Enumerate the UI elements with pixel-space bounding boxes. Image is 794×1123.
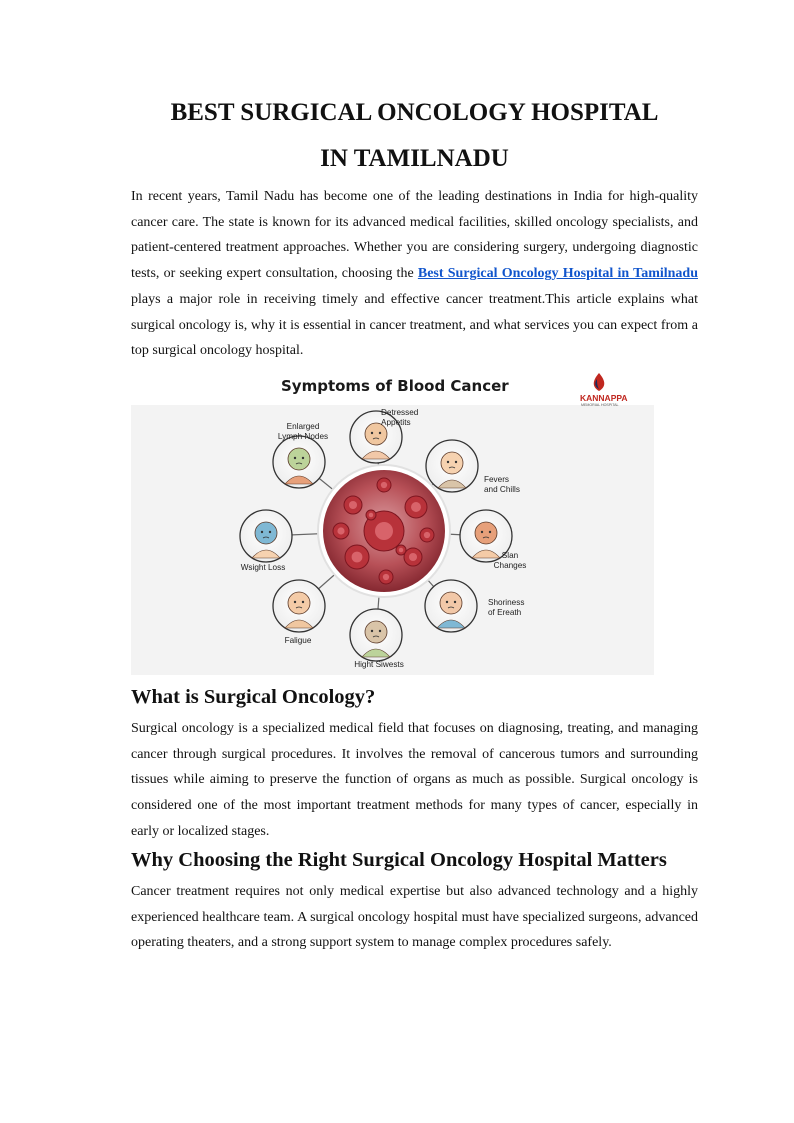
symptom-label: Enlarged (286, 422, 320, 431)
hospital-link[interactable]: Best Surgical Oncology Hospital in Tamilnadu (417, 266, 698, 282)
section-heading-what: What is Surgical Oncology? (131, 686, 376, 708)
blood-cell-center-image (318, 465, 450, 597)
logo-subtitle: MEMORIAL HOSPITAL (581, 403, 619, 407)
symptom-label-line-2: and Chills (484, 485, 520, 494)
blood-cancer-symptoms-infographic (131, 365, 654, 675)
symptom-label: Hight Siwests (354, 660, 404, 669)
symptom-node (273, 422, 328, 488)
symptom-node (240, 510, 292, 572)
document-title-line-2: IN TAMILNADU (320, 145, 509, 172)
section-heading-why: Why Choosing the Right Surgical Oncology Hospital Matters (131, 849, 667, 871)
intro-paragraph (131, 184, 698, 364)
symptom-label-line-2: Changes (493, 561, 527, 570)
infographic-canvas (131, 365, 654, 675)
document-title-line-1: BEST SURGICAL ONCOLOGY HOSPITAL (170, 99, 659, 126)
symptom-label-line-2: Appetits (381, 418, 411, 427)
symptom-label: Wsight Loss (240, 563, 286, 572)
symptom-label-line-2: of Ereath (488, 608, 522, 617)
logo-name: KANNAPPA (580, 393, 628, 403)
intro-text-before: In recent years, Tamil Nadu has become one of the leading destinations in India for high-quality cancer care. The state is known for its advanced medical facilities, skilled oncology specialists, and patient-centered treatment approaches. Whether you are considering surgery, undergoing diagnostic tests, or seeking expert consultation, choosing the (131, 189, 698, 282)
symptom-label: Shoriness (488, 598, 525, 607)
section-paragraph-what: Surgical oncology is a specialized medical field that focuses on diagnosing, treating, and managing cancer through surgical procedures. It involves the removal of cancerous tumors and surrounding tissues while aiming to preserve the function of organs as much as possible. Surgical oncology is considered one of the most important treatment methods for many types of cancer, especially in early or localized stages. (131, 721, 698, 839)
symptom-label: Fevers (484, 475, 510, 484)
symptom-label-line-2: Lymph Nodes (277, 432, 329, 441)
symptom-label: Faligue (284, 636, 312, 645)
symptom-node (350, 609, 404, 669)
intro-text-after: plays a major role in receiving timely and effective cancer treatment.This article explains what surgical oncology is, why it is essential in cancer treatment, and what services you can expect from a top surgical oncology hospital. (131, 291, 698, 359)
infographic-title: Symptoms of Blood Cancer (281, 377, 509, 395)
symptom-label: Slan (501, 551, 519, 560)
symptom-label: Detressed (381, 408, 419, 417)
section-paragraph-why: Cancer treatment requires not only medical expertise but also advanced technology and a highly experienced healthcare team. A surgical oncology hospital must have specialized surgeons, advanced operating theaters, and a strong support system to manage complex procedures safely. (131, 884, 698, 951)
